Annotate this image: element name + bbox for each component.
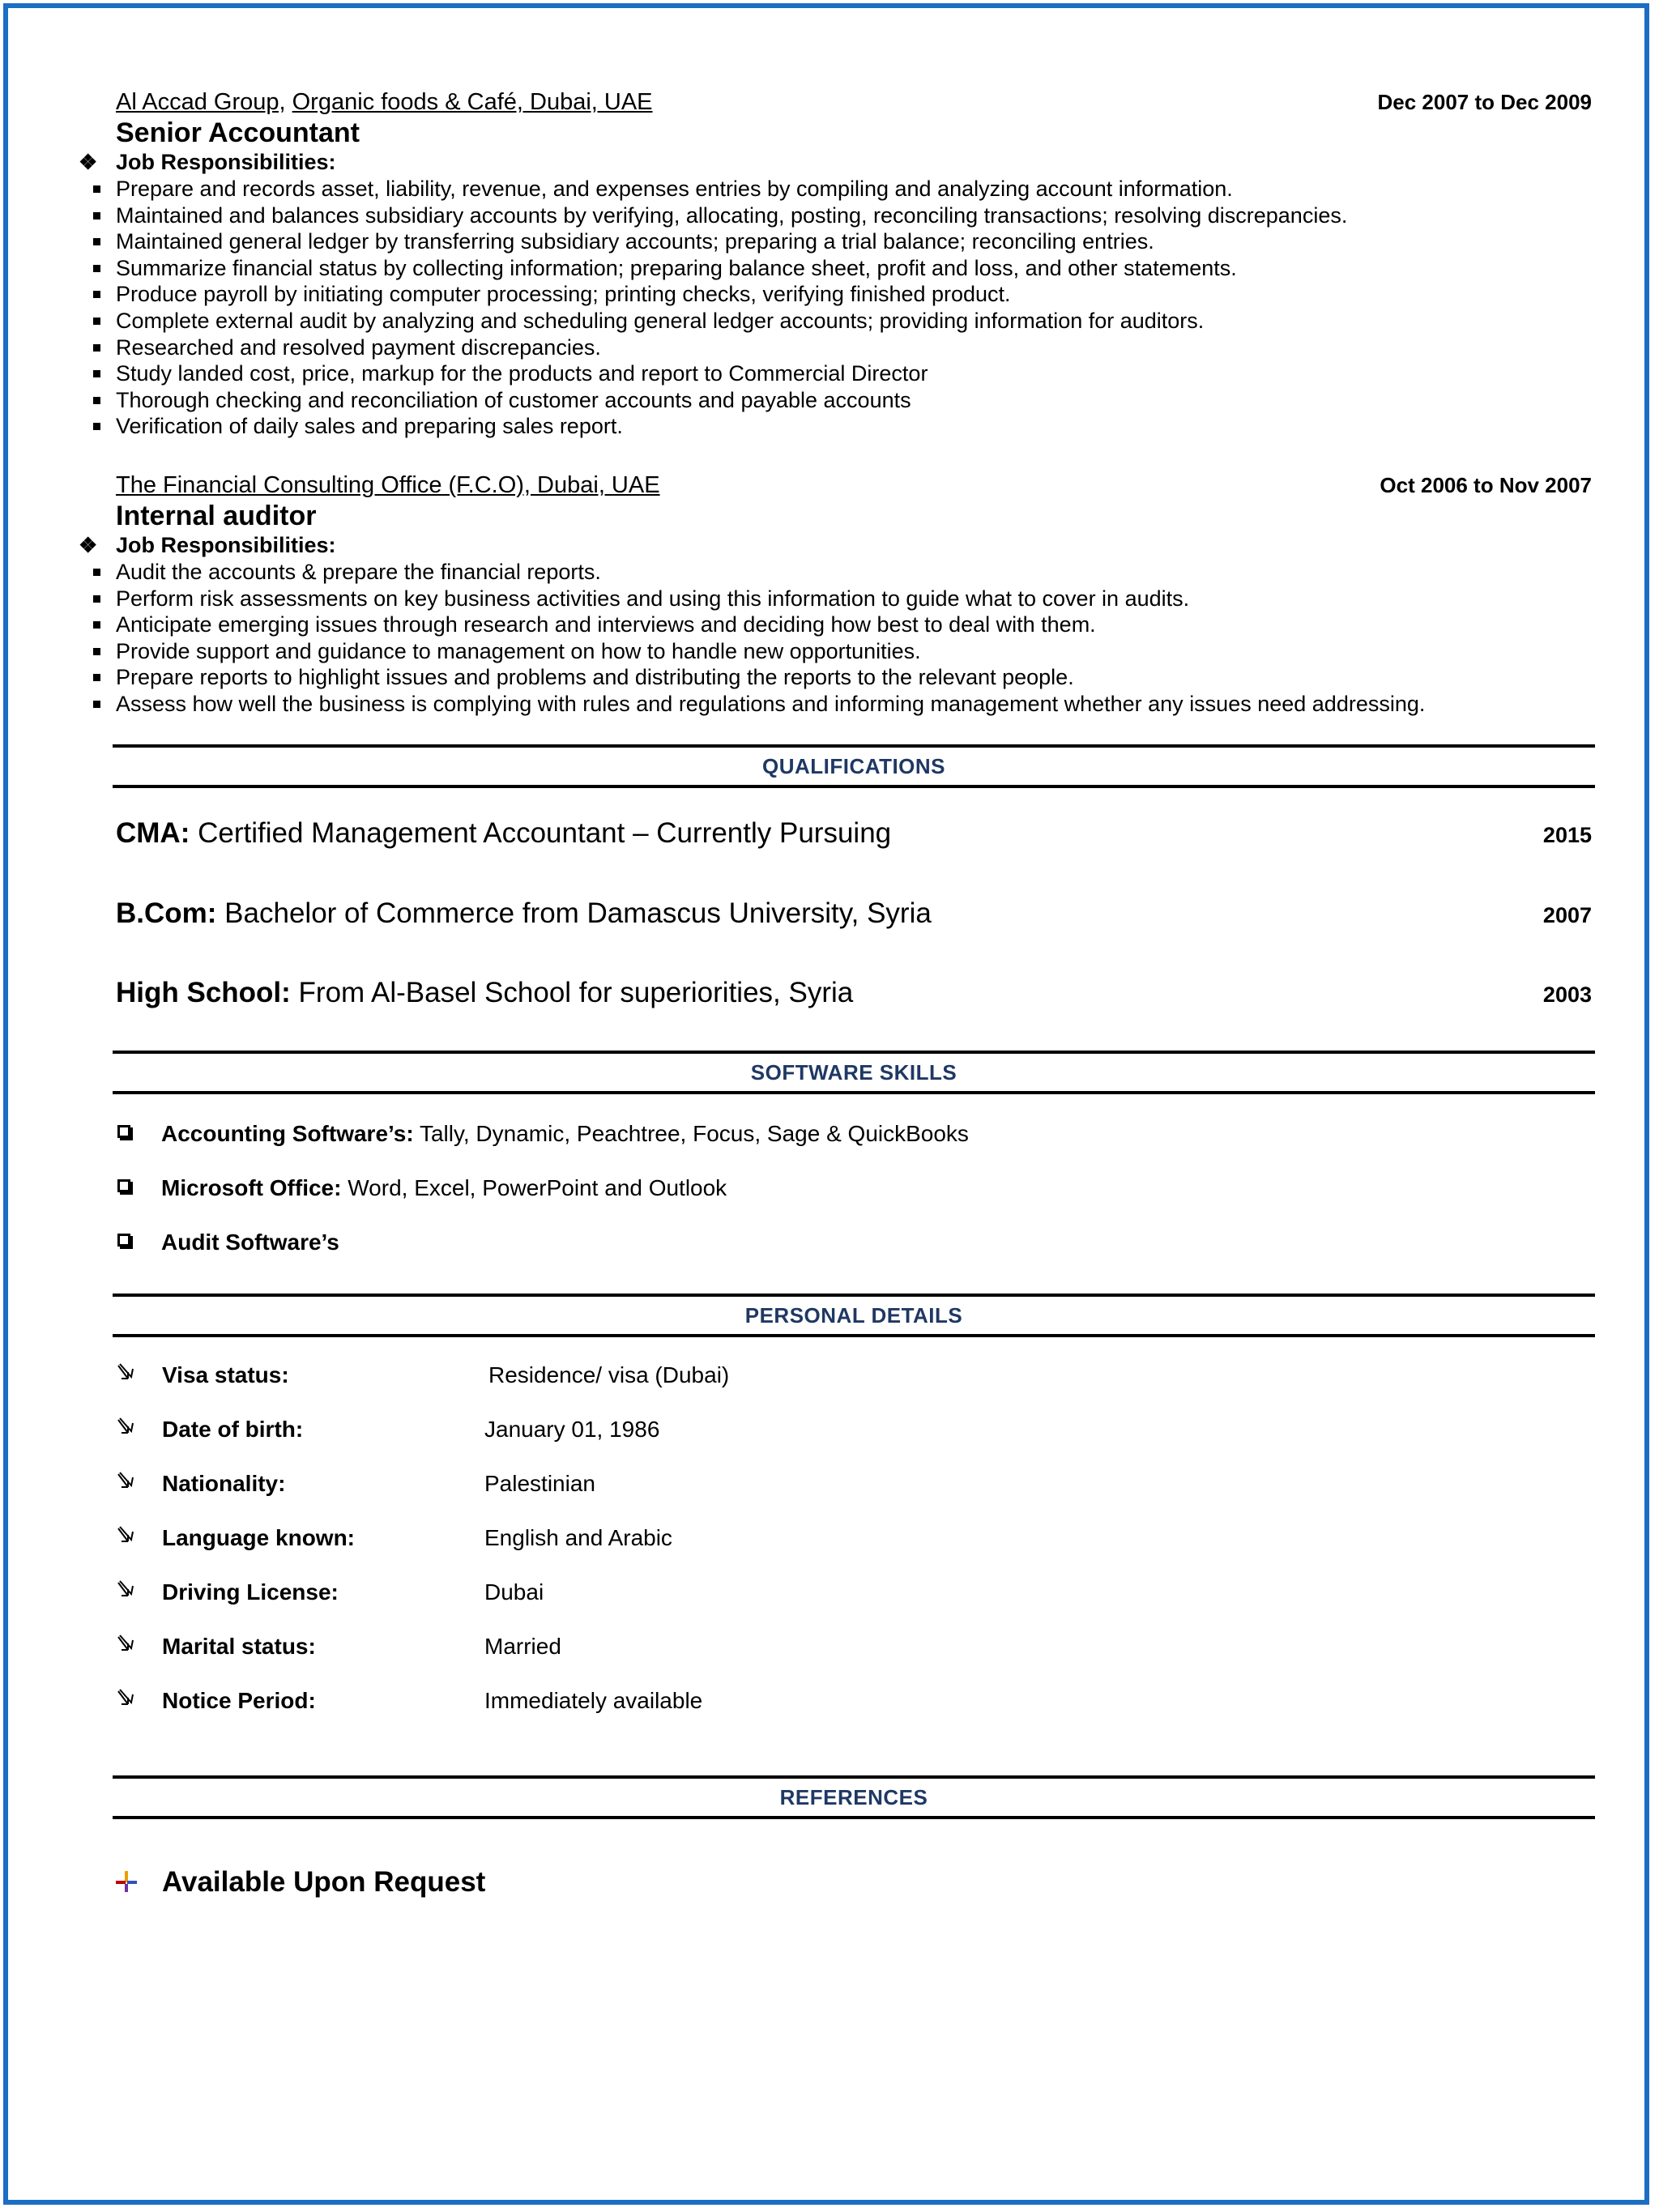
list-item: Study landed cost, price, markup for the products and report to Commercial Director	[116, 360, 1592, 387]
hand-arrow-icon	[116, 1522, 137, 1551]
experience-entry-2	[79, 470, 1592, 718]
responsibilities-label: Job Responsibilities:	[116, 533, 336, 557]
responsibilities-heading	[79, 148, 1592, 176]
hand-arrow-icon	[116, 1468, 137, 1497]
qualification-text: From Al-Basel School for superiorities, Syria	[298, 977, 854, 1008]
qualification-item	[116, 896, 1592, 931]
employment-dates: Oct 2006 to Nov 2007	[1380, 473, 1592, 497]
square-bullet-icon	[93, 397, 100, 404]
checkbox-bullet-icon	[117, 1179, 130, 1192]
qualification-label: CMA:	[116, 817, 190, 849]
detail-value: January 01, 1986	[484, 1417, 660, 1442]
checkbox-bullet-icon	[117, 1234, 130, 1247]
qualifications-heading: QUALIFICATIONS	[113, 744, 1595, 788]
employment-dates: Dec 2007 to Dec 2009	[1377, 90, 1592, 114]
qualification-item	[116, 816, 1592, 851]
qualification-year: 2015	[1542, 823, 1592, 847]
experience-entry-1	[79, 87, 1592, 440]
company-division: Organic foods & Café, Dubai, UAE	[292, 89, 653, 115]
qualification-label: High School:	[116, 977, 291, 1008]
detail-value: Married	[484, 1634, 561, 1659]
qualification-item	[116, 975, 1592, 1011]
square-bullet-icon	[93, 674, 100, 681]
square-bullet-icon	[93, 569, 100, 576]
qualification-label: B.Com:	[116, 897, 217, 929]
personal-detail-row	[116, 1686, 1592, 1715]
square-bullet-icon	[93, 344, 100, 352]
list-item: Audit the accounts & prepare the financial reports.	[116, 559, 1592, 586]
list-item: Thorough checking and reconciliation of customer accounts and payable accounts	[116, 387, 1592, 414]
qualification-text: Bachelor of Commerce from Damascus University, Syria	[224, 897, 932, 929]
skill-text: Tally, Dynamic, Peachtree, Focus, Sage & QuickBooks	[419, 1121, 969, 1146]
references-heading: REFERENCES	[113, 1775, 1595, 1819]
experience-header	[116, 87, 1592, 117]
personal-detail-row	[116, 1469, 1592, 1498]
personal-detail-row	[116, 1524, 1592, 1553]
list-item: Perform risk assessments on key business activities and using this information to guide what to cover in audits.	[116, 586, 1592, 612]
skill-label: Microsoft Office:	[161, 1175, 342, 1200]
detail-label: Driving License:	[162, 1579, 339, 1605]
hand-arrow-icon	[116, 1413, 137, 1443]
responsibilities-label: Job Responsibilities:	[116, 150, 336, 174]
list-item: Prepare reports to highlight issues and problems and distributing the reports to the relevant people.	[116, 664, 1592, 691]
responsibilities-heading	[79, 531, 1592, 559]
detail-value: Immediately available	[484, 1688, 703, 1713]
detail-value: Residence/ visa (Dubai)	[488, 1362, 730, 1387]
square-bullet-icon	[93, 318, 100, 325]
square-bullet-icon	[93, 423, 100, 430]
list-item: Produce payroll by initiating computer processing; printing checks, verifying finished product.	[116, 281, 1592, 308]
personal-detail-row	[116, 1361, 1592, 1390]
detail-label: Marital status:	[162, 1634, 316, 1659]
square-bullet-icon	[93, 265, 100, 272]
square-bullet-icon	[93, 185, 100, 193]
detail-value: Palestinian	[484, 1471, 595, 1496]
detail-label: Language known:	[162, 1525, 355, 1550]
skill-label: Accounting Software’s:	[161, 1121, 414, 1146]
company-name: The Financial Consulting Office (F.C.O), Dubai, UAE	[116, 472, 660, 498]
diamond-bullet-icon: ❖	[79, 533, 98, 557]
checkbox-bullet-icon	[117, 1125, 130, 1138]
list-item: Researched and resolved payment discrepancies.	[116, 335, 1592, 361]
skill-text: Word, Excel, PowerPoint and Outlook	[348, 1175, 727, 1200]
bullet-marker-icon	[116, 1871, 137, 1892]
qualification-year: 2007	[1542, 903, 1592, 927]
qualification-text: Certified Management Accountant – Currently Pursuing	[198, 817, 892, 849]
detail-value: Dubai	[484, 1579, 544, 1605]
list-item: Provide support and guidance to management on how to handle new opportunities.	[116, 638, 1592, 665]
hand-arrow-icon	[116, 1359, 137, 1388]
personal-detail-row	[116, 1415, 1592, 1444]
hand-arrow-icon	[116, 1630, 137, 1660]
square-bullet-icon	[93, 212, 100, 219]
list-item: Complete external audit by analyzing and scheduling general ledger accounts; providing information for auditors.	[116, 308, 1592, 335]
list-item: Prepare and records asset, liability, revenue, and expenses entries by compiling and analyzing account information.	[116, 176, 1592, 202]
responsibilities-list	[116, 559, 1592, 718]
list-item: Anticipate emerging issues through research and interviews and deciding how best to deal with them.	[116, 612, 1592, 638]
job-title: Internal auditor	[116, 501, 317, 531]
list-item: Maintained general ledger by transferring subsidiary accounts; preparing a trial balance; reconciling entries.	[116, 228, 1592, 255]
square-bullet-icon	[93, 595, 100, 603]
software-skills-heading: SOFTWARE SKILLS	[113, 1051, 1595, 1094]
square-bullet-icon	[93, 291, 100, 298]
list-item: Summarize financial status by collecting information; preparing balance sheet, profit and loss, and other statements.	[116, 255, 1592, 282]
list-item: Maintained and balances subsidiary accounts by verifying, allocating, posting, reconciling transactions; resolving discrepancies.	[116, 202, 1592, 229]
personal-detail-row	[116, 1632, 1592, 1661]
experience-header	[116, 470, 1592, 501]
square-bullet-icon	[93, 648, 100, 655]
square-bullet-icon	[93, 238, 100, 245]
detail-label: Nationality:	[162, 1471, 286, 1496]
diamond-bullet-icon: ❖	[79, 150, 98, 174]
company-name	[116, 89, 653, 115]
references-text: Available Upon Request	[162, 1866, 486, 1898]
list-item: Assess how well the business is complying with rules and regulations and informing management whether any issues need addressing.	[116, 691, 1592, 718]
company-group: Al Accad Group,	[116, 89, 286, 115]
responsibilities-list	[116, 176, 1592, 440]
list-item: Verification of daily sales and preparing sales report.	[116, 413, 1592, 440]
detail-value: English and Arabic	[484, 1525, 672, 1550]
personal-details-heading: PERSONAL DETAILS	[113, 1294, 1595, 1337]
detail-label: Date of birth:	[162, 1417, 304, 1442]
hand-arrow-icon	[116, 1685, 137, 1714]
square-bullet-icon	[93, 701, 100, 708]
square-bullet-icon	[93, 370, 100, 377]
qualification-year: 2003	[1542, 982, 1592, 1007]
detail-label: Visa status:	[162, 1362, 289, 1387]
skill-label: Audit Software’s	[161, 1230, 339, 1255]
hand-arrow-icon	[116, 1576, 137, 1605]
job-title: Senior Accountant	[116, 117, 360, 148]
square-bullet-icon	[93, 621, 100, 629]
detail-label: Notice Period:	[162, 1688, 316, 1713]
personal-detail-row	[116, 1578, 1592, 1607]
